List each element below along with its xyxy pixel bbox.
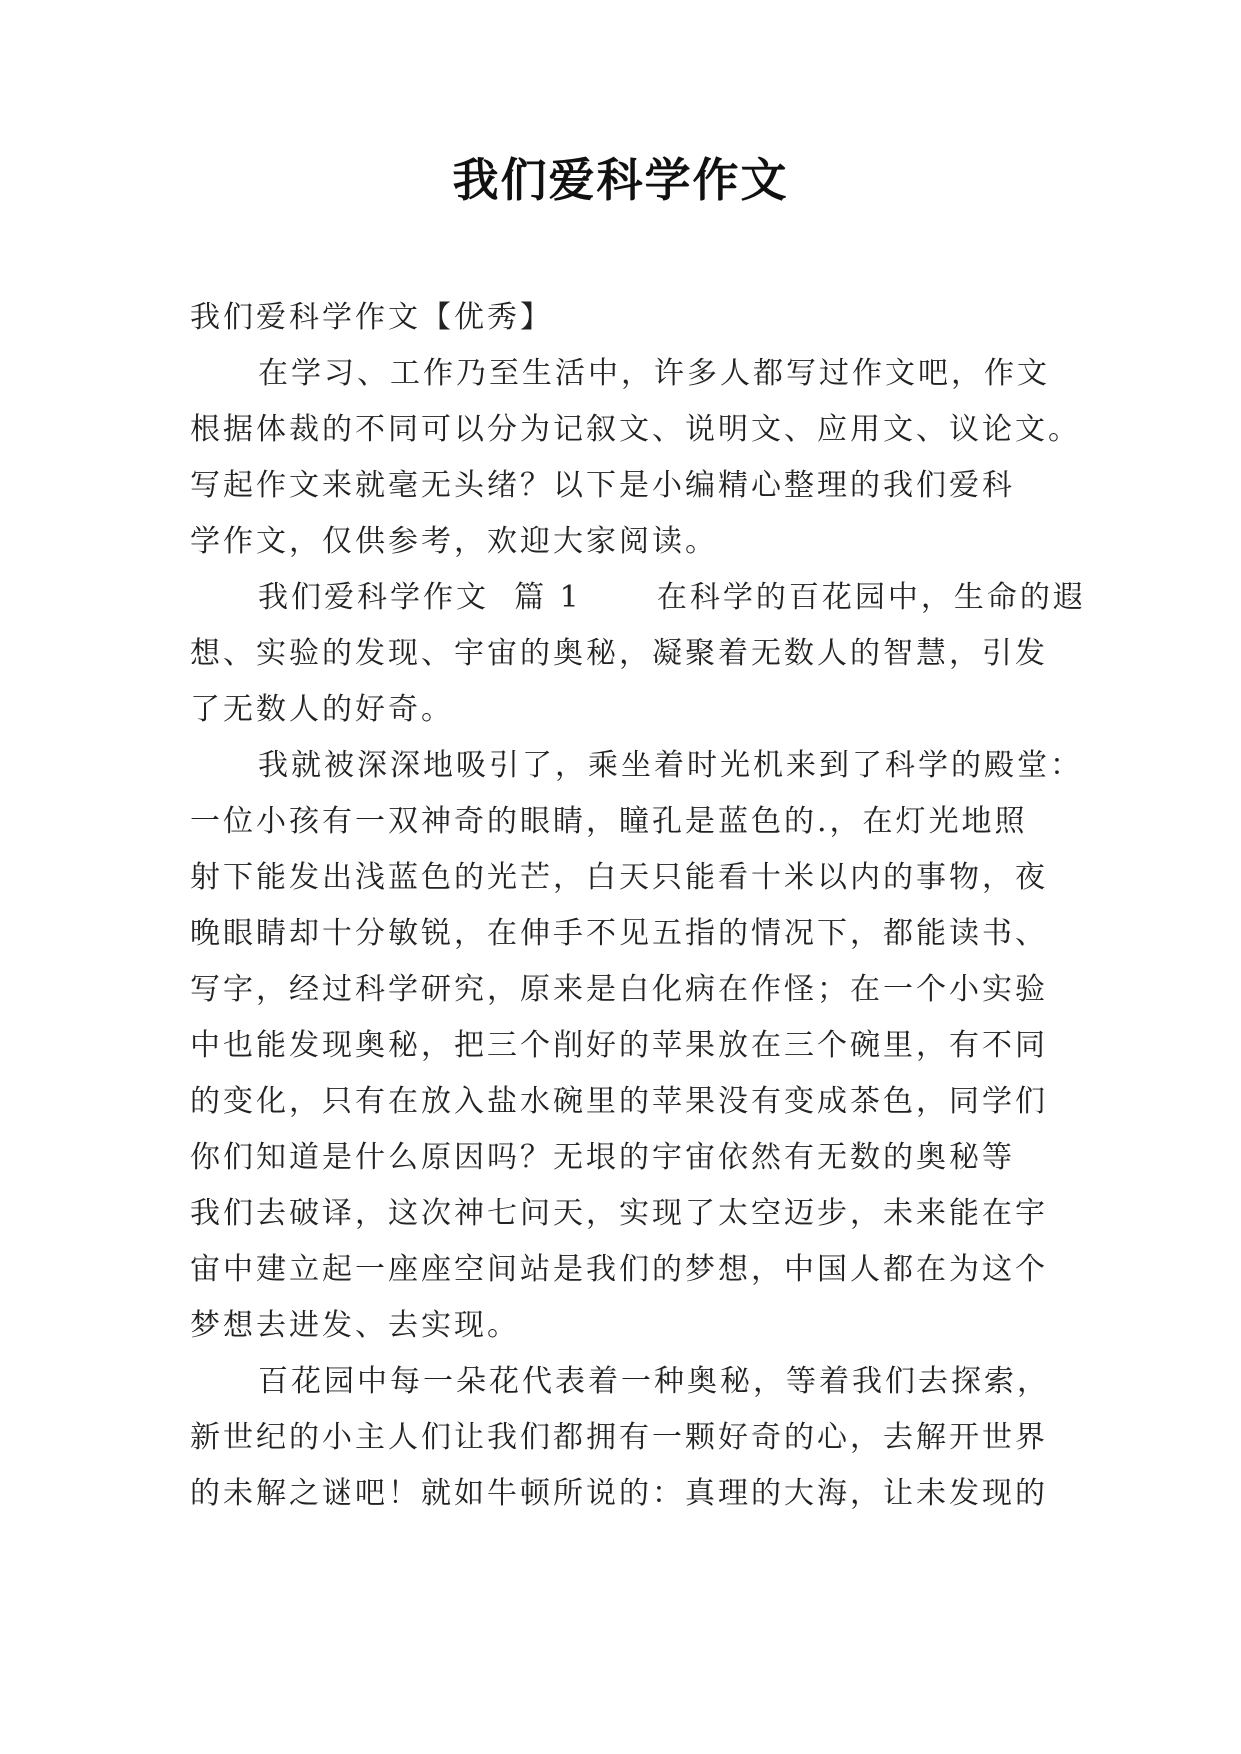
- paragraph-line: 宙中建立起一座座空间站是我们的梦想，中国人都在为这个: [190, 1252, 1048, 1287]
- paragraph-line: 我就被深深地吸引了，乘坐着时光机来到了科学的殿堂：: [258, 748, 1083, 783]
- section-1-paragraph: [190, 570, 1086, 738]
- paragraph-line: 写起作文来就毫无头绪？以下是小编精心整理的我们爱科: [190, 468, 1015, 503]
- paragraph-line: 根据体裁的不同可以分为记叙文、说明文、应用文、议论文。: [190, 412, 1081, 447]
- paragraph-line: 中也能发现奥秘，把三个削好的苹果放在三个碗里，有不同: [190, 1028, 1048, 1063]
- paragraph-line: 晚眼睛却十分敏锐，在伸手不见五指的情况下，都能读书、: [190, 916, 1048, 951]
- intro-paragraph: [190, 346, 1081, 570]
- paragraph-line: 学作文，仅供参考，欢迎大家阅读。: [190, 524, 718, 559]
- document-heading: 我们爱科学作文【优秀】: [190, 300, 553, 335]
- document-title: 我们爱科学作文: [452, 153, 789, 207]
- paragraph-line: 百花园中每一朵花代表着一种奥秘，等着我们去探索，: [258, 1364, 1050, 1399]
- paragraph-line: 在学习、工作乃至生活中，许多人都写过作文吧，作文: [258, 356, 1050, 391]
- body-paragraph-2: [190, 738, 1083, 1354]
- paragraph-line: 的变化，只有在放入盐水碗里的苹果没有变成茶色，同学们: [190, 1084, 1048, 1119]
- paragraph-line: 想、实验的发现、宇宙的奥秘，凝聚着无数人的智慧，引发: [190, 636, 1048, 671]
- paragraph-line: 我们爱科学作文 篇 1 在科学的百花园中，生命的遐: [258, 580, 1086, 615]
- paragraph-line: 射下能发出浅蓝色的光芒，白天只能看十米以内的事物，夜: [190, 860, 1048, 895]
- paragraph-line: 新世纪的小主人们让我们都拥有一颗好奇的心，去解开世界: [190, 1420, 1048, 1455]
- paragraph-line: 了无数人的好奇。: [190, 692, 454, 727]
- document-body: [190, 290, 1086, 1522]
- paragraph-line: 梦想去进发、去实现。: [190, 1308, 520, 1343]
- paragraph-line: 你们知道是什么原因吗？无垠的宇宙依然有无数的奥秘等: [190, 1140, 1015, 1175]
- body-paragraph-3: [190, 1354, 1065, 1522]
- paragraph-line: 我们去破译，这次神七问天，实现了太空迈步，未来能在宇: [190, 1196, 1048, 1231]
- paragraph-line: 写字，经过科学研究，原来是白化病在作怪；在一个小实验: [190, 972, 1048, 1007]
- paragraph-line: 一位小孩有一双神奇的眼睛，瞳孔是蓝色的.，在灯光地照: [190, 804, 1028, 839]
- paragraph-line: 的未解之谜吧！就如牛顿所说的：真理的大海，让未发现的: [190, 1476, 1048, 1511]
